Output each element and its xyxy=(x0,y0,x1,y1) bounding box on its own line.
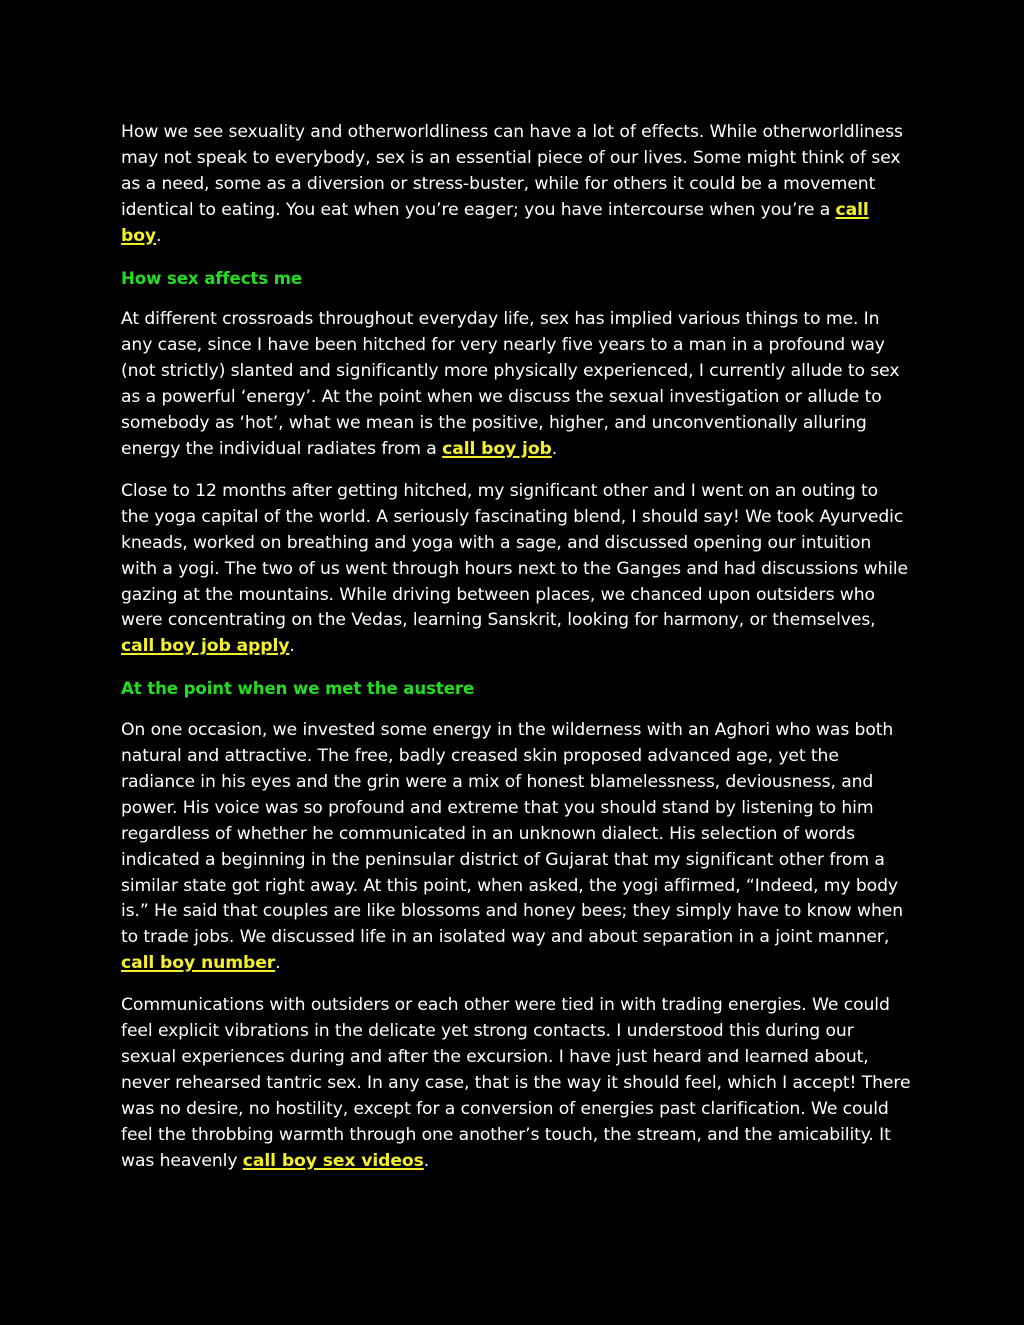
call-boy-job-apply-link[interactable]: call boy job apply xyxy=(121,636,290,657)
paragraph-text: Close to 12 months after getting hitched, my significant other and I went on an outing to the yoga capital of the world. A seriously fascinating blend, I should say! We took Ayurvedic kneads, worked on breathing and yoga with a sage, and discussed opening our intuition with a yogi. The two of us went through hours next to the Ganges and had discussions while gazing at the mountains. While driving between places, we chanced upon outsiders who were concentrating on the Vedas, learning Sanskrit, looking for harmony, or themselves, xyxy=(121,480,909,631)
call-boy-job-link[interactable]: call boy job xyxy=(442,438,552,459)
paragraph-end: . xyxy=(156,225,162,246)
paragraph-end: . xyxy=(275,953,281,974)
paragraph-communications xyxy=(121,993,911,1174)
paragraph-aghori xyxy=(121,718,911,977)
section-heading-austere: At the point when we met the austere xyxy=(121,679,475,699)
paragraph-intro xyxy=(121,120,911,250)
paragraph-end: . xyxy=(423,1150,430,1171)
call-boy-link[interactable]: call boy xyxy=(121,199,869,246)
call-boy-number-link[interactable]: call boy number xyxy=(121,953,276,974)
paragraph-end: . xyxy=(289,636,295,657)
section-heading-sex-affects: How sex affects me xyxy=(121,268,303,288)
article-body xyxy=(121,120,911,1191)
paragraph-crossroads xyxy=(121,307,911,462)
paragraph-text: How we see sexuality and otherworldliness can have a lot of effects. While otherworldliness may not speak to everybody, sex is an essential piece of our lives. Some might think of sex as a need, some as a diversion or stress-buster, while for others it could be a movement identical to eating. You eat when you’re eager; you have intercourse when you’re a xyxy=(121,122,903,220)
paragraph-text: At different crossroads throughout everyday life, sex has implied various things to me. In any case, since I have been hitched for very nearly five years to a man in a profound way (not strictly) slanted and significantly more physically experienced, I currently allude to sex as a powerful ‘energy’. At the point when we discuss the sexual investigation or allude to somebody as ‘hot’, what we mean is the positive, higher, and unconventionally alluring energy the individual radiates from a xyxy=(121,309,900,459)
paragraph-text: On one occasion, we invested some energy in the wilderness with an Aghori who was both natural and attractive. The free, badly creased skin proposed advanced age, yet the radiance in his eyes and the grin were a mix of honest blamelessness, deviousness, and power. His voice was so profound and extreme that you should stand by listening to him regardless of whether he communicated in an unknown dialect. His selection of words indicated a beginning in the peninsular district of Gujarat that my significant other from a similar state got right away. At this point, when asked, the yogi affirmed, “Indeed, my body is.” He said that couples are like blossoms and honey bees; they simply have to know when to trade jobs. We discussed life in an isolated way and about separation in a joint manner, xyxy=(121,720,904,948)
call-boy-sex-videos-link[interactable]: call boy sex videos xyxy=(242,1150,424,1171)
paragraph-end: . xyxy=(551,438,558,459)
paragraph-text: Communications with outsiders or each other were tied in with trading energies. We could feel explicit vibrations in the delicate yet strong contacts. I understood this during our sexual experiences during and after the excursion. I have just heard and learned about, never rehearsed tantric sex. In any case, that is the way it should feel, which I accept! There was no desire, no hostility, except for a conversion of energies past clarification. We could feel the throbbing warmth through one another’s touch, the stream, and the amicability. It was heavenly xyxy=(121,995,911,1171)
paragraph-yoga-capital xyxy=(121,479,911,660)
